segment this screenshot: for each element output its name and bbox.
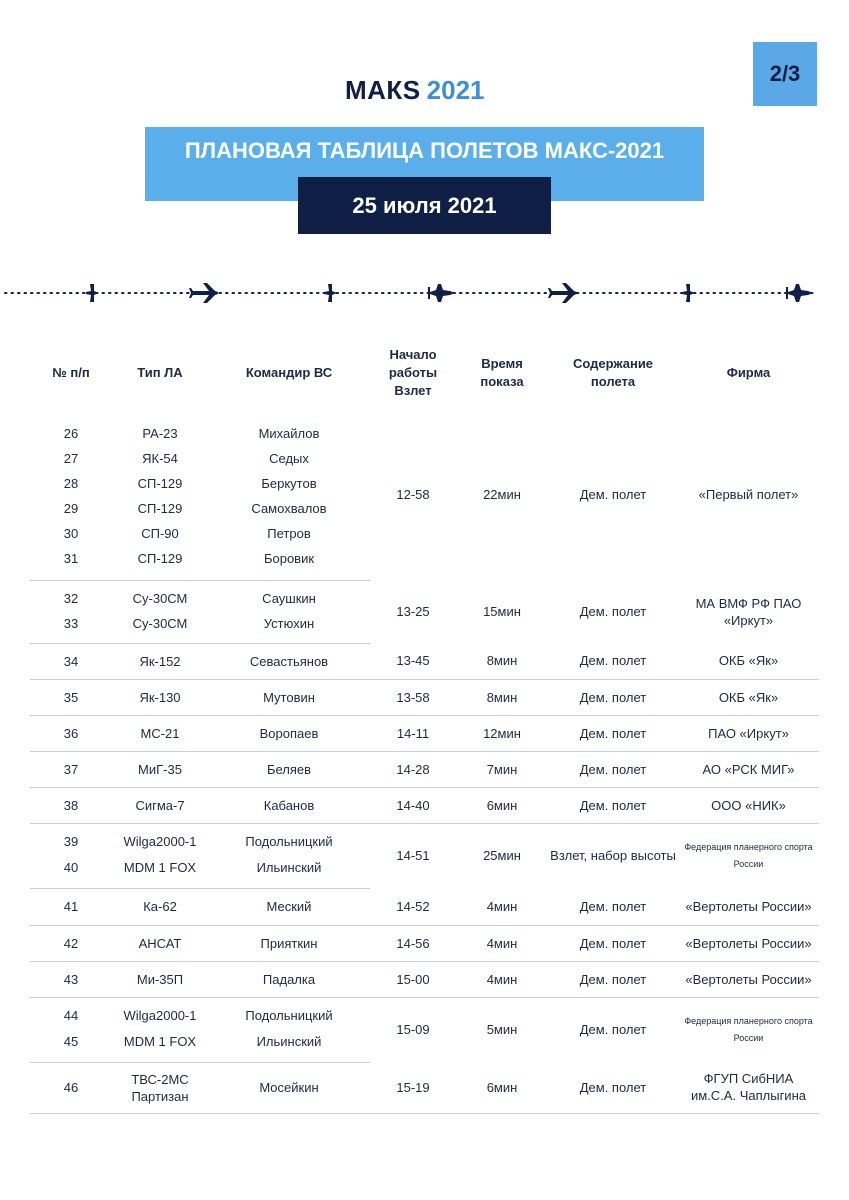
cell-num: 33 [30,611,112,643]
cell-type: РА-23 [142,425,178,441]
cell-duration: 8мин [456,643,548,679]
cell-num: 39 [63,834,79,850]
header-commander: Командир ВС [245,365,333,380]
cell-num: 30 [63,526,79,541]
cell-type: ТВС-2МС Партизан [112,1062,208,1113]
cell-firm: ОКБ «Як» [678,679,819,715]
cell-duration: 4мин [456,925,548,961]
cell-content: Дем. полет [548,643,678,679]
cell-num: 26 [63,425,79,441]
cell-type: Су-30СМ [112,611,208,643]
cell-duration: 7мин [456,751,548,787]
cell-content: Дем. полет [548,787,678,823]
cell-duration: 25мин [483,848,521,864]
cell-commander: Саушкин [262,591,316,607]
cell-firm: ФГУП СибНИА им.С.А. Чаплыгина [678,1062,819,1113]
cell-num: 38 [30,787,112,823]
cell-type: СП-129 [112,546,208,580]
cell-commander: Самохвалов [251,501,327,516]
cell-firm: «Вертолеты России» [678,925,819,961]
cell-commander: Кабанов [208,787,370,823]
cell-content: Дем. полет [548,961,678,997]
plane-icon [548,283,577,303]
cell-start: 13-25 [396,604,430,619]
cell-commander: Седых [269,451,309,466]
jet-icon [786,284,813,302]
cell-duration: 6мин [456,787,548,823]
cell-num: 44 [63,1008,79,1024]
cell-num: 42 [30,925,112,961]
flight-path-divider [0,280,849,306]
cell-content: Дем. полет [548,715,678,751]
cell-content: Дем. полет [579,604,647,619]
cell-type: Wilga2000-1 [123,1008,197,1024]
cell-type: АНСАТ [112,925,208,961]
cell-commander: Воропаев [208,715,370,751]
cell-num: 34 [30,643,112,679]
cell-start: 15-19 [370,1062,456,1113]
cell-commander: Беркутов [261,476,317,491]
cell-type: Су-30СМ [132,591,188,607]
cell-commander: Прияткин [208,925,370,961]
cell-num: 32 [63,591,79,607]
cell-commander: Севастьянов [208,643,370,679]
cell-duration: 4мин [456,888,548,925]
cell-firm: ООО «НИК» [678,787,819,823]
table-row [30,925,819,961]
cell-duration: 8мин [456,679,548,715]
cell-type: МиГ-35 [112,751,208,787]
logo-year: 2021 [426,74,485,105]
table-row [30,823,819,854]
date-banner: 25 июля 2021 [298,177,551,234]
cell-content: Дем. полет [579,1022,647,1038]
cell-commander: Беляев [208,751,370,787]
page-title: ПЛАНОВАЯ ТАБЛИЦА ПОЛЕТОВ МАКС-2021 [145,127,704,201]
cell-num: 31 [30,546,112,580]
header-content: Содержание полета [572,356,654,389]
plane-icon [86,284,99,302]
cell-start: 14-51 [396,848,430,864]
cell-content: Дем. полет [548,679,678,715]
cell-commander: Боровик [208,546,370,580]
cell-commander: Меский [208,888,370,925]
cell-num: 27 [63,451,79,466]
table-row [30,715,819,751]
cell-firm: АО «РСК МИГ» [678,751,819,787]
cell-content: Дем. полет [548,888,678,925]
cell-type: СП-129 [137,476,183,491]
cell-type: Сигма-7 [112,787,208,823]
cell-commander: Ильинский [208,1028,370,1062]
logo-text: МАКS [345,74,421,105]
cell-firm: ПАО «Иркут» [678,715,819,751]
cell-firm: «Вертолеты России» [678,961,819,997]
cell-num: 28 [63,476,79,491]
header-start: Начало работы Взлет [388,347,438,398]
flight-schedule-table [30,338,819,1114]
table-row [30,1062,819,1113]
plane-icon [189,283,218,303]
cell-firm: ОКБ «Як» [678,643,819,679]
cell-commander: Петров [267,526,311,541]
table-row [30,751,819,787]
cell-commander: Ильинский [208,854,370,888]
cell-num: 36 [30,715,112,751]
cell-duration: 15мин [483,604,521,619]
cell-type: Wilga2000-1 [123,834,197,850]
cell-type: СП-129 [137,501,183,516]
cell-firm: Федерация планерного спорта России [684,1015,813,1043]
table-row [30,888,819,925]
cell-num: 37 [30,751,112,787]
table-row [30,961,819,997]
cell-commander: Подольницкий [245,1008,333,1024]
cell-duration: 12мин [456,715,548,751]
cell-start: 14-28 [370,751,456,787]
table-row [30,643,819,679]
cell-commander: Подольницкий [245,834,333,850]
cell-content: Дем. полет [579,486,647,502]
cell-commander: Мутовин [208,679,370,715]
cell-num: 46 [30,1062,112,1113]
cell-start: 14-56 [370,925,456,961]
cell-firm: МА ВМФ РФ ПАО «Иркут» [695,595,802,628]
cell-duration: 22мин [483,486,521,502]
cell-start: 15-09 [396,1022,430,1038]
page-number-badge: 2/3 [753,42,817,106]
table-row [30,408,819,446]
cell-duration: 6мин [456,1062,548,1113]
table-row [30,997,819,1028]
cell-type: Як-130 [112,679,208,715]
cell-start: 14-52 [370,888,456,925]
cell-duration: 4мин [456,961,548,997]
cell-type: Ка-62 [112,888,208,925]
header-type: Тип ЛА [137,365,183,380]
header-firm: Фирма [726,365,771,380]
jet-icon [428,284,455,302]
cell-type: СП-90 [141,526,179,541]
cell-commander: Устюхин [208,611,370,643]
plane-icon [682,284,695,302]
cell-num: 45 [30,1028,112,1062]
cell-type: ЯК-54 [142,451,178,466]
cell-num: 35 [30,679,112,715]
cell-firm: «Первый полет» [698,486,799,502]
cell-commander: Мосейкин [208,1062,370,1113]
cell-firm: «Вертолеты России» [678,888,819,925]
cell-firm: Федерация планерного спорта России [684,841,813,869]
table-row [30,580,819,611]
cell-content: Дем. полет [548,751,678,787]
table-row [30,679,819,715]
cell-num: 29 [63,501,79,516]
cell-num: 40 [30,854,112,888]
cell-type: MDM 1 FOX [112,854,208,888]
cell-duration: 5мин [486,1022,518,1038]
cell-start: 13-58 [370,679,456,715]
cell-start: 15-00 [370,961,456,997]
cell-content: Дем. полет [548,925,678,961]
cell-content: Дем. полет [548,1062,678,1113]
cell-type: MDM 1 FOX [112,1028,208,1062]
maks-logo [345,70,510,110]
cell-start: 13-45 [370,643,456,679]
table-header-row [30,338,819,408]
cell-commander: Падалка [208,961,370,997]
cell-type: МС-21 [112,715,208,751]
plane-icon [324,284,337,302]
cell-start: 14-40 [370,787,456,823]
cell-start: 12-58 [396,486,430,502]
cell-commander: Михайлов [258,425,320,441]
table-row [30,787,819,823]
header-duration: Время показа [480,356,524,389]
cell-num: 43 [30,961,112,997]
cell-type: Ми-35П [112,961,208,997]
cell-content: Взлет, набор высоты [550,848,676,864]
cell-type: Як-152 [112,643,208,679]
cell-num: 41 [30,888,112,925]
cell-start: 14-11 [370,715,456,751]
header-num: № п/п [52,365,90,380]
